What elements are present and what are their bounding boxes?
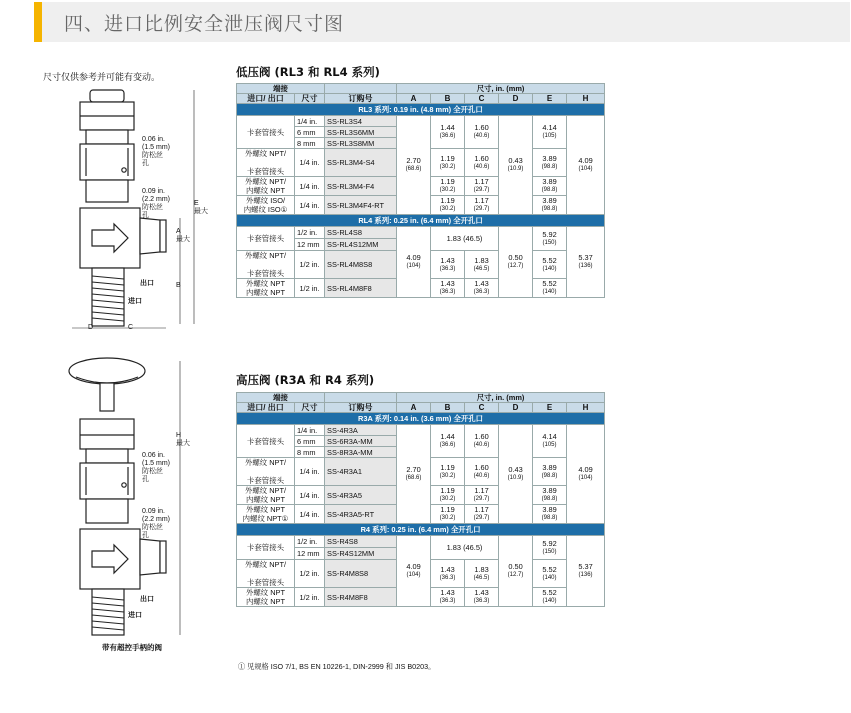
table-title-low: 低压阀 (RL3 和 RL4 系列): [236, 65, 380, 79]
series-row: R4 系列: 0.25 in. (6.4 mm) 全开孔口: [237, 524, 605, 536]
dim-label-c: C: [128, 324, 134, 331]
title-bar: [34, 2, 850, 42]
header-col-c: C: [465, 403, 499, 413]
header-size: 尺寸: [295, 94, 325, 104]
header-col-b: B: [431, 403, 465, 413]
header-col-d: D: [499, 94, 533, 104]
spec-table-low: 端接 尺寸, in. (mm) 进口/ 出口 尺寸 订购号 A B C D E H RL3 系列: 0.19 in. (4.8 mm) 全开孔口 卡套管接头 1/4 in. SS-RL3S4 2.70 (68.6) 1.44 (36.6) 1.60 (40.6) 0.43 (10.9) 4.14 (105) 4.09 (104) 6 mm SS-RL3S6MM 8 mm SS-RL3S8MM 外螺纹 NPT/ 卡套管接头 1/4 in. SS-RL3M4-S4 1.19 (30.2) 1.60 (40.6) 3.89 (98.8) 外螺纹 NPT/ 内螺纹 NPT 1/4 in. SS-RL3M4-F4 1.19 (30.2) 1.17 (29.7) 3.89 (98.8) 外螺纹 ISO/ 内螺纹 ISO① 1/4 in. SS-RL3M4F4-RT 1.19 (30.2) 1.17 (29.7) 3.89 (98.8) RL4 系列: 0.25 in. (6.4 mm) 全开孔口 卡套管接头 1/2 in. SS-RL4S8 4.09 (104) 1.83 (46.5) 0.50 (12.7) 5.92 (150) 5.37 (136) 12 mm SS-RL4S12MM 外螺纹 NPT/ 卡套管接头 1/2 in. SS-RL4M8S8 1.43 (36.3) 1.83 (46.5) 5.52 (140) 外螺纹 NPT 内螺纹 NPT 1/2 in. SS-RL4M8F8 1.43 (36.3) 1.43 (36.3) 5.52 (140): [236, 83, 605, 298]
header-col-c: C: [465, 94, 499, 104]
table-row: 8 mm SS-RL3S8MM: [237, 138, 605, 149]
header-dimensions: 尺寸, in. (mm): [397, 84, 605, 94]
header-io: 进口/ 出口: [237, 94, 295, 104]
header-size: 尺寸: [295, 403, 325, 413]
dim-label-b: B: [176, 282, 181, 289]
dim-label-d: D: [88, 324, 94, 331]
hole-label-3: 0.06 in. (1.5 mm) 防松丝 孔: [142, 452, 170, 483]
page-title: 四、进口比例安全泄压阀尺寸图: [64, 13, 345, 35]
header-dimensions: 尺寸, in. (mm): [397, 393, 605, 403]
header-col-e: E: [533, 403, 567, 413]
hole-label-2: 0.09 in. (2.2 mm) 防松丝 孔: [142, 188, 170, 219]
table-row: 6 mm SS-RL3S6MM: [237, 127, 605, 138]
header-col-b: B: [431, 94, 465, 104]
series-row: R3A 系列: 0.14 in. (3.6 mm) 全开孔口: [237, 413, 605, 425]
header-col-a: A: [397, 94, 431, 104]
title-accent: [34, 2, 42, 42]
header-end-connection: 端接: [237, 84, 325, 94]
outlet-label-2: 出口: [140, 596, 154, 603]
valve-diagram-2: [62, 355, 212, 645]
table-row: 12 mm SS-R4S12MM: [237, 548, 605, 560]
inlet-label-2: 进口: [128, 612, 142, 619]
inlet-label-1: 进口: [128, 298, 142, 305]
table-row: 卡套管接头 1/4 in. SS-RL3S4 2.70 (68.6) 1.44 (36.6) 1.60 (40.6) 0.43 (10.9) 4.14 (105) 4.09 (104): [237, 116, 605, 127]
override-caption: 带有超控手柄的阀: [102, 643, 162, 652]
outlet-label-1: 出口: [140, 280, 154, 287]
dim-label-a: A 最大: [176, 228, 190, 243]
hole-label-4: 0.09 in. (2.2 mm) 防松丝 孔: [142, 508, 170, 539]
table-title-high: 高压阀 (R3A 和 R4 系列): [236, 373, 375, 387]
table-row: 12 mm SS-RL4S12MM: [237, 239, 605, 251]
header-col-d: D: [499, 403, 533, 413]
header-io: 进口/ 出口: [237, 403, 295, 413]
conn-cell: 卡套管接头: [237, 425, 295, 458]
series-row: RL4 系列: 0.25 in. (6.4 mm) 全开孔口: [237, 215, 605, 227]
header-order: 订购号: [325, 94, 397, 104]
table-row: 卡套管接头 1/4 in. SS-4R3A 2.70 (68.6) 1.44 (36.6) 1.60 (40.6) 0.43 (10.9) 4.14 (105) 4.09 (104): [237, 425, 605, 436]
hole-label-1: 0.06 in. (1.5 mm) 防松丝 孔: [142, 136, 170, 167]
table-row: 6 mm SS-6R3A-MM: [237, 436, 605, 447]
conn-cell: 卡套管接头: [237, 116, 295, 149]
table-row: 卡套管接头 1/2 in. SS-RL4S8 4.09 (104) 1.83 (46.5) 0.50 (12.7) 5.92 (150) 5.37 (136): [237, 227, 605, 239]
header-col-h: H: [567, 403, 605, 413]
dim-label-e: E 最大: [194, 200, 208, 215]
header-order: 订购号: [325, 403, 397, 413]
spec-table-high: 端接 尺寸, in. (mm) 进口/ 出口 尺寸 订购号 A B C D E H R3A 系列: 0.14 in. (3.6 mm) 全开孔口 卡套管接头 1/4 in. SS-4R3A 2.70 (68.6) 1.44 (36.6) 1.60 (40.6) 0.43 (10.9) 4.14 (105) 4.09 (104) 6 mm SS-6R3A-MM 8 mm SS-8R3A-MM 外螺纹 NPT/ 卡套管接头 1/4 in. SS-4R3A1 1.19 (30.2) 1.60 (40.6) 3.89 (98.8) 外螺纹 NPT/ 内螺纹 NPT 1/4 in. SS-4R3A5 1.19 (30.2) 1.17 (29.7) 3.89 (98.8) 外螺纹 NPT 内螺纹 NPT① 1/4 in. SS-4R3A5-RT 1.19 (30.2) 1.17 (29.7) 3.89 (98.8) R4 系列: 0.25 in. (6.4 mm) 全开孔口 卡套管接头 1/2 in. SS-R4S8 4.09 (104) 1.83 (46.5) 0.50 (12.7) 5.92 (150) 5.37 (136) 12 mm SS-R4S12MM 外螺纹 NPT/ 卡套管接头 1/2 in. SS-R4M8S8 1.43 (36.3) 1.83 (46.5) 5.52 (140) 外螺纹 NPT 内螺纹 NPT 1/2 in. SS-R4M8F8 1.43 (36.3) 1.43 (36.3) 5.52 (140): [236, 392, 605, 607]
table-row: 8 mm SS-8R3A-MM: [237, 447, 605, 458]
dim-label-h: H 最大: [176, 432, 190, 447]
header-col-a: A: [397, 403, 431, 413]
header-end-connection: 端接: [237, 393, 325, 403]
header-col-h: H: [567, 94, 605, 104]
header-col-e: E: [533, 94, 567, 104]
table-row: 卡套管接头 1/2 in. SS-R4S8 4.09 (104) 1.83 (46.5) 0.50 (12.7) 5.92 (150) 5.37 (136): [237, 536, 605, 548]
series-row: RL3 系列: 0.19 in. (4.8 mm) 全开孔口: [237, 104, 605, 116]
footnote: ① 见规格 ISO 7/1, BS EN 10226-1, DIN-2999 和 JIS B0203。: [238, 662, 436, 671]
dimension-note: 尺寸仅供参考并可能有变动。: [43, 73, 161, 83]
